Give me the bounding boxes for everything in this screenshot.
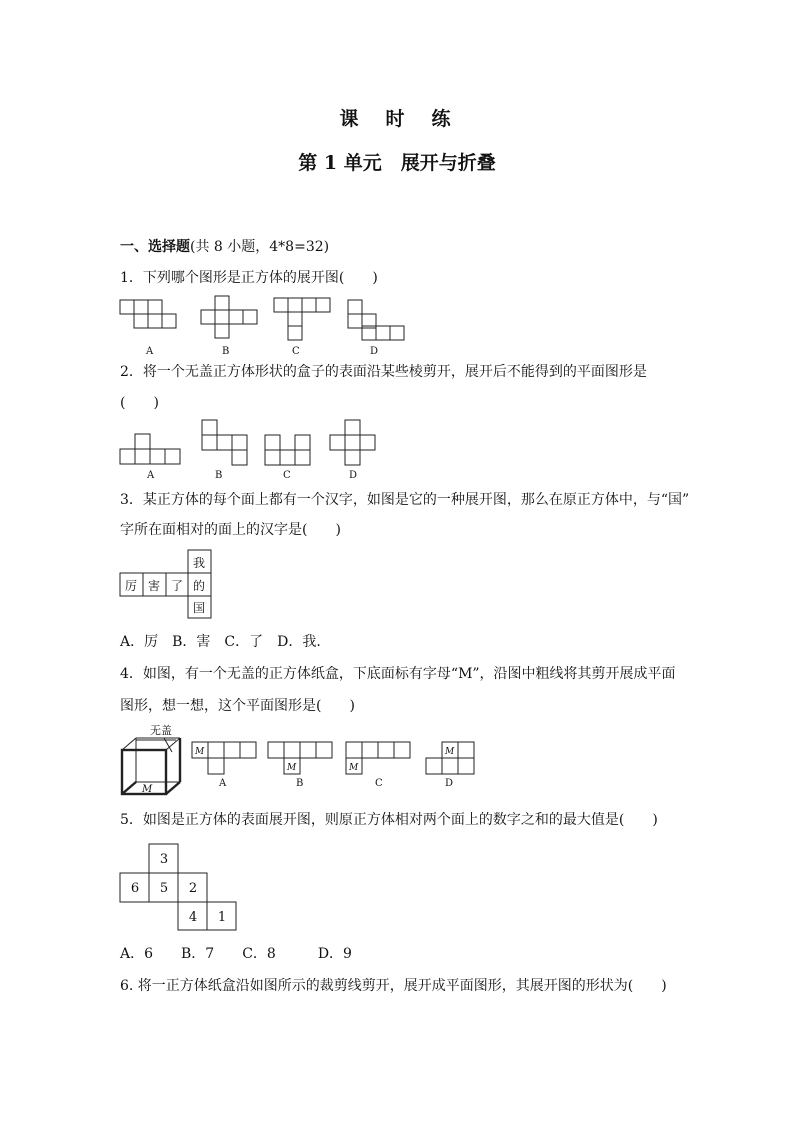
net-c — [265, 435, 310, 465]
page-title: 课 时 练 — [339, 108, 455, 130]
unit-title: 第 1 单元 展开与折叠 — [298, 152, 496, 174]
cell-number: 3 — [159, 852, 169, 867]
net-d — [330, 420, 375, 465]
option-label: C — [375, 778, 383, 789]
box-letter: M — [142, 784, 153, 795]
question-4-figures — [118, 720, 498, 804]
question-6-text: 6. 将一正方体纸盒沿如图所示的裁剪线剪开，展开成平面图形，其展开图的形状为( ) — [120, 978, 667, 994]
net-a — [120, 300, 176, 328]
net-b — [202, 420, 247, 465]
box-label: 无盖 — [150, 724, 172, 737]
cell-number: 4 — [188, 910, 198, 925]
cell-text: 我 — [192, 556, 206, 570]
option-label: B — [215, 470, 223, 481]
question-3-text-line2: 字所在面相对的面上的汉字是( ) — [120, 522, 341, 538]
net-a — [120, 434, 180, 464]
cell-number: 2 — [188, 881, 198, 896]
question-3-text-line1: 3．某正方体的每个面上都有一个汉字，如图是它的一种展开图，那么在原正方体中，与“国” — [120, 492, 690, 508]
question-4-text-line2: 图形，想一想，这个平面图形是( ) — [120, 698, 355, 714]
cell-text: 了 — [170, 579, 184, 593]
question-5-answers: A．6 B．7 C．8 D．9 — [120, 946, 352, 962]
option-label: D — [445, 778, 454, 789]
cell-text: 的 — [192, 579, 206, 593]
option-label: B — [222, 346, 230, 357]
net-letter: M — [287, 763, 297, 773]
question-5-text: 5．如图是正方体的表面展开图，则原正方体相对两个面上的数字之和的最大值是( ) — [120, 812, 658, 828]
open-box-figure — [122, 724, 180, 795]
net-letter: M — [349, 763, 359, 773]
net-b — [201, 296, 257, 338]
cell-text: 厉 — [124, 579, 138, 593]
option-label: A — [219, 778, 227, 789]
question-1-figures — [118, 294, 418, 358]
section-name: 一、选择题 — [120, 239, 190, 255]
net-b — [268, 742, 332, 774]
option-label: C — [283, 470, 291, 481]
net-d — [348, 300, 404, 340]
section-detail: (共 8 小题，4*8=32) — [190, 239, 330, 255]
cell-number: 6 — [130, 881, 140, 896]
option-label: A — [147, 470, 155, 481]
cell-number: 1 — [217, 910, 227, 925]
cell-text: 害 — [147, 579, 161, 593]
cell-text: 国 — [192, 601, 206, 615]
cell-number: 5 — [159, 881, 169, 896]
question-2-figures — [118, 416, 398, 484]
net-c — [274, 298, 330, 340]
question-2-text-line2: ( ) — [120, 395, 159, 411]
net-letter: M — [445, 747, 455, 757]
question-4-text-line1: 4．如图，有一个无盖的正方体纸盒，下底面标有字母“M”，沿图中粗线将其剪开展成平面 — [120, 666, 676, 682]
question-3-answers: A．厉 B．害 C．了 D．我. — [120, 634, 321, 650]
option-label: D — [349, 470, 358, 481]
section-heading — [120, 236, 329, 256]
question-2-text-line1: 2．将一个无盖正方体形状的盒子的表面沿某些棱剪开，展开后不能得到的平面图形是 — [120, 364, 647, 380]
option-label: C — [292, 346, 300, 357]
question-1-text: 1．下列哪个图形是正方体的展开图( ) — [120, 270, 378, 286]
option-label: A — [146, 346, 154, 357]
question-5-net — [118, 842, 242, 932]
net-letter: M — [195, 747, 205, 757]
question-3-net — [118, 548, 218, 620]
option-label: B — [296, 778, 304, 789]
option-label: D — [370, 346, 379, 357]
